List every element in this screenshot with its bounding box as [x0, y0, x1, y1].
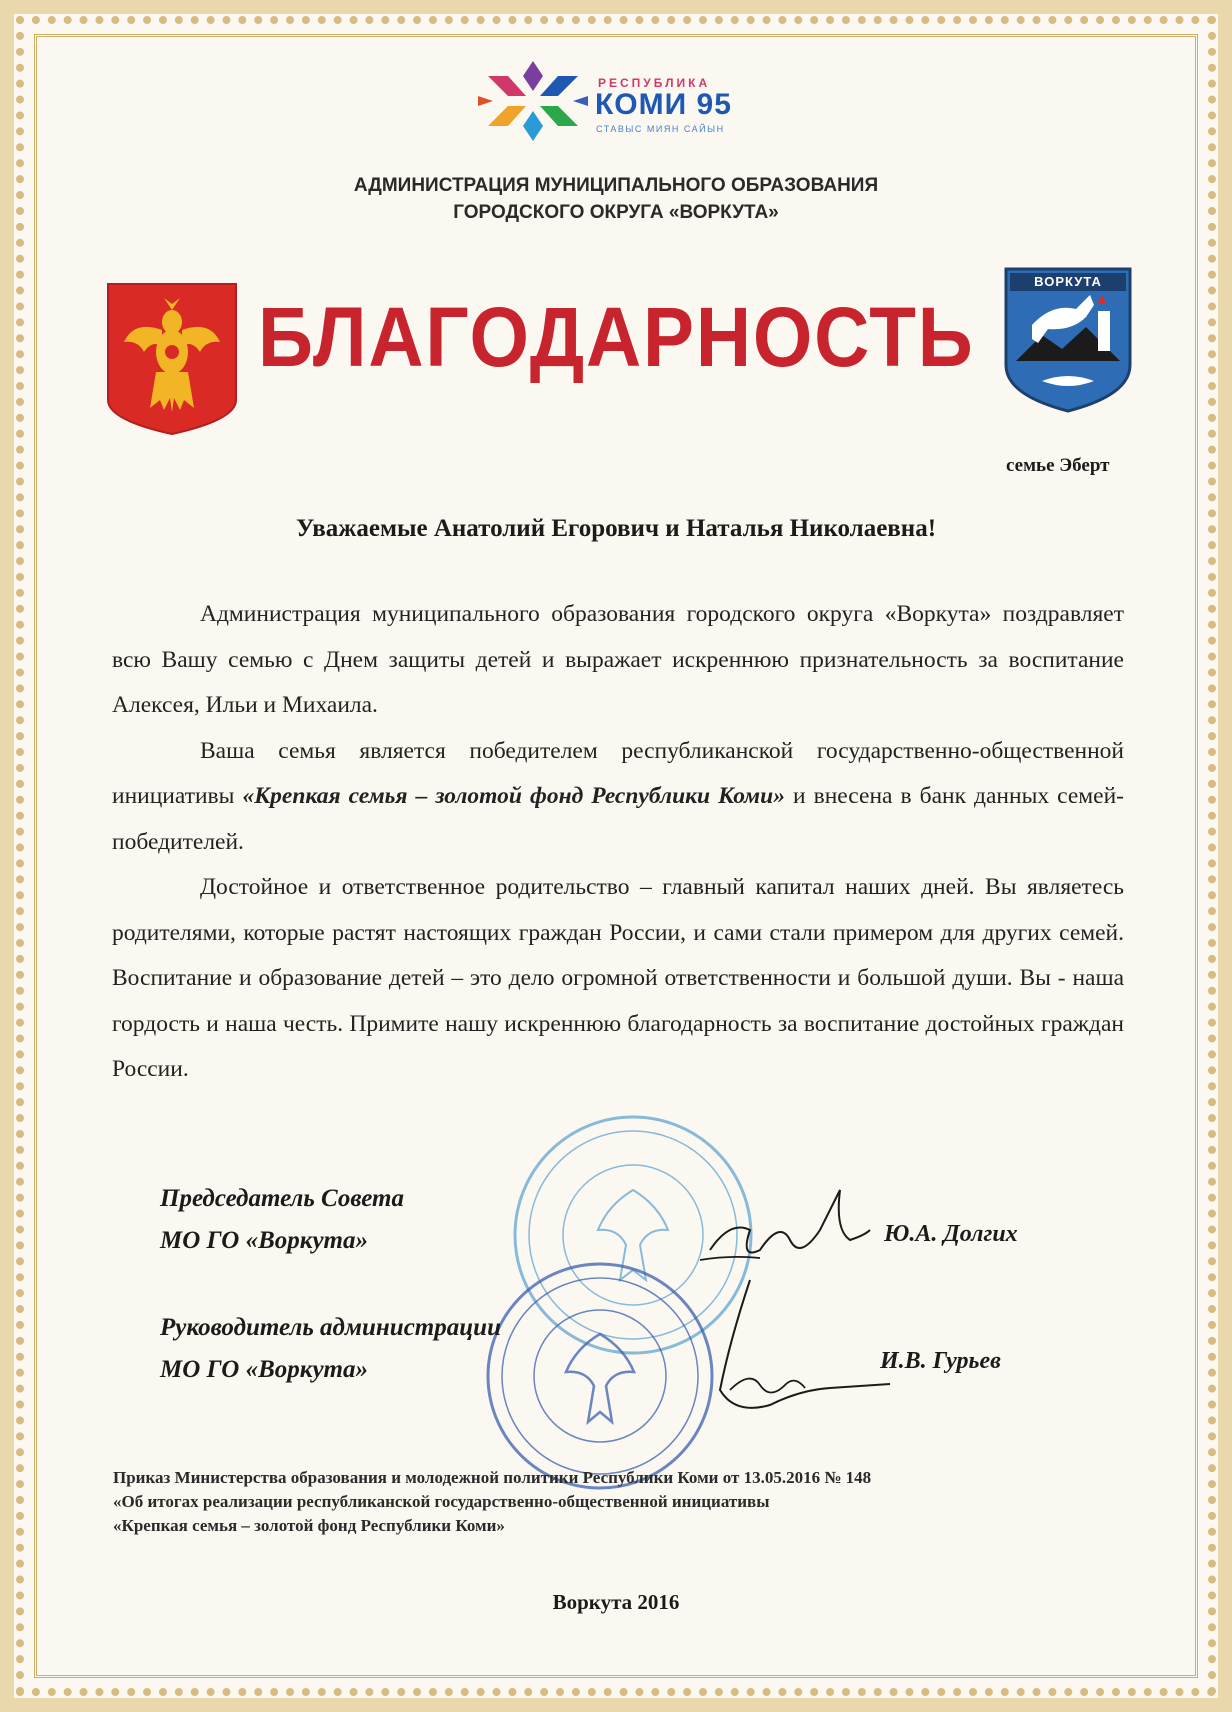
- paragraph-2: [112, 729, 1124, 866]
- head-title-2: МО ГО «Воркута»: [160, 1356, 368, 1383]
- komi-star-icon: [478, 56, 588, 146]
- komi-95-logo: [478, 56, 768, 146]
- paragraph-2-start: Ваша семья является победителем республиканской государственно-общественной инициативы: [112, 737, 1124, 809]
- document-title: БЛАГОДАРНОСТЬ: [258, 290, 975, 384]
- signature-block-head: [160, 1307, 501, 1391]
- order-reference: [113, 1466, 871, 1538]
- initiative-name: «Крепкая семья – золотой фонд Республики Коми»: [242, 783, 785, 809]
- paragraph-1: Администрация муниципального образования городского округа «Воркута» поздравляет всю Вашу семью с Днем защиты детей и выражает искреннюю признательность за воспитание Алексея, Ильи и Михаила.: [112, 601, 1124, 718]
- order-line-3: «Крепкая семья – золотой фонд Республики Коми»: [113, 1516, 505, 1535]
- signature-block-chairman: [160, 1178, 404, 1262]
- recipient-family: семье Эберт: [1006, 455, 1110, 476]
- logo-komi-95: КОМИ 95: [595, 88, 732, 121]
- admin-line-1: АДМИНИСТРАЦИЯ МУНИЦИПАЛЬНОГО ОБРАЗОВАНИЯ: [353, 175, 879, 196]
- administration-heading: [0, 172, 1232, 226]
- head-title-1: Руководитель администрации: [160, 1314, 501, 1341]
- chairman-name: Ю.А. Долгих: [884, 1221, 1018, 1247]
- vorkuta-emblem-label: ВОРКУТА: [1034, 274, 1102, 289]
- order-line-1: Приказ Министерства образования и молодежной политики Республики Коми от 13.05.2016 № 148: [113, 1468, 872, 1487]
- logo-republic-label: РЕСПУБЛИКА: [598, 76, 711, 90]
- chairman-title-2: МО ГО «Воркута»: [160, 1227, 368, 1254]
- letter-body: [112, 592, 1124, 1093]
- paragraph-2-end: и внесена в банк данных семей-победителей.: [112, 783, 1124, 855]
- place-and-year: Воркута 2016: [552, 1590, 680, 1614]
- handwritten-signatures: [690, 1180, 930, 1440]
- administration-stamp-icon: [480, 1256, 720, 1496]
- paragraph-3: Достойное и ответственное родительство – главный капитал наших дней. Вы являетесь родителями, которые растят настоящих граждан России, и сами стали примером для других семей. Воспитание и образование детей – это дело огромной ответственности и большой души. Вы - наша гордость и наша честь. Примите нашу искреннюю благодарность за воспитание достойных граждан России.: [112, 874, 1124, 1082]
- order-line-2: «Об итогах реализации республиканской государственно-общественной инициативы: [113, 1492, 770, 1511]
- salutation: Уважаемые Анатолий Егорович и Наталья Николаевна!: [295, 515, 937, 542]
- head-name: И.В. Гурьев: [880, 1348, 1001, 1374]
- admin-line-2: ГОРОДСКОГО ОКРУГА «ВОРКУТА»: [453, 202, 779, 223]
- chairman-title-1: Председатель Совета: [160, 1185, 404, 1212]
- komi-coat-of-arms-icon: [104, 280, 240, 438]
- vorkuta-coat-of-arms-icon: [1002, 265, 1134, 415]
- logo-motto: СТАВЫС МИЯН САЙЫН: [596, 124, 725, 134]
